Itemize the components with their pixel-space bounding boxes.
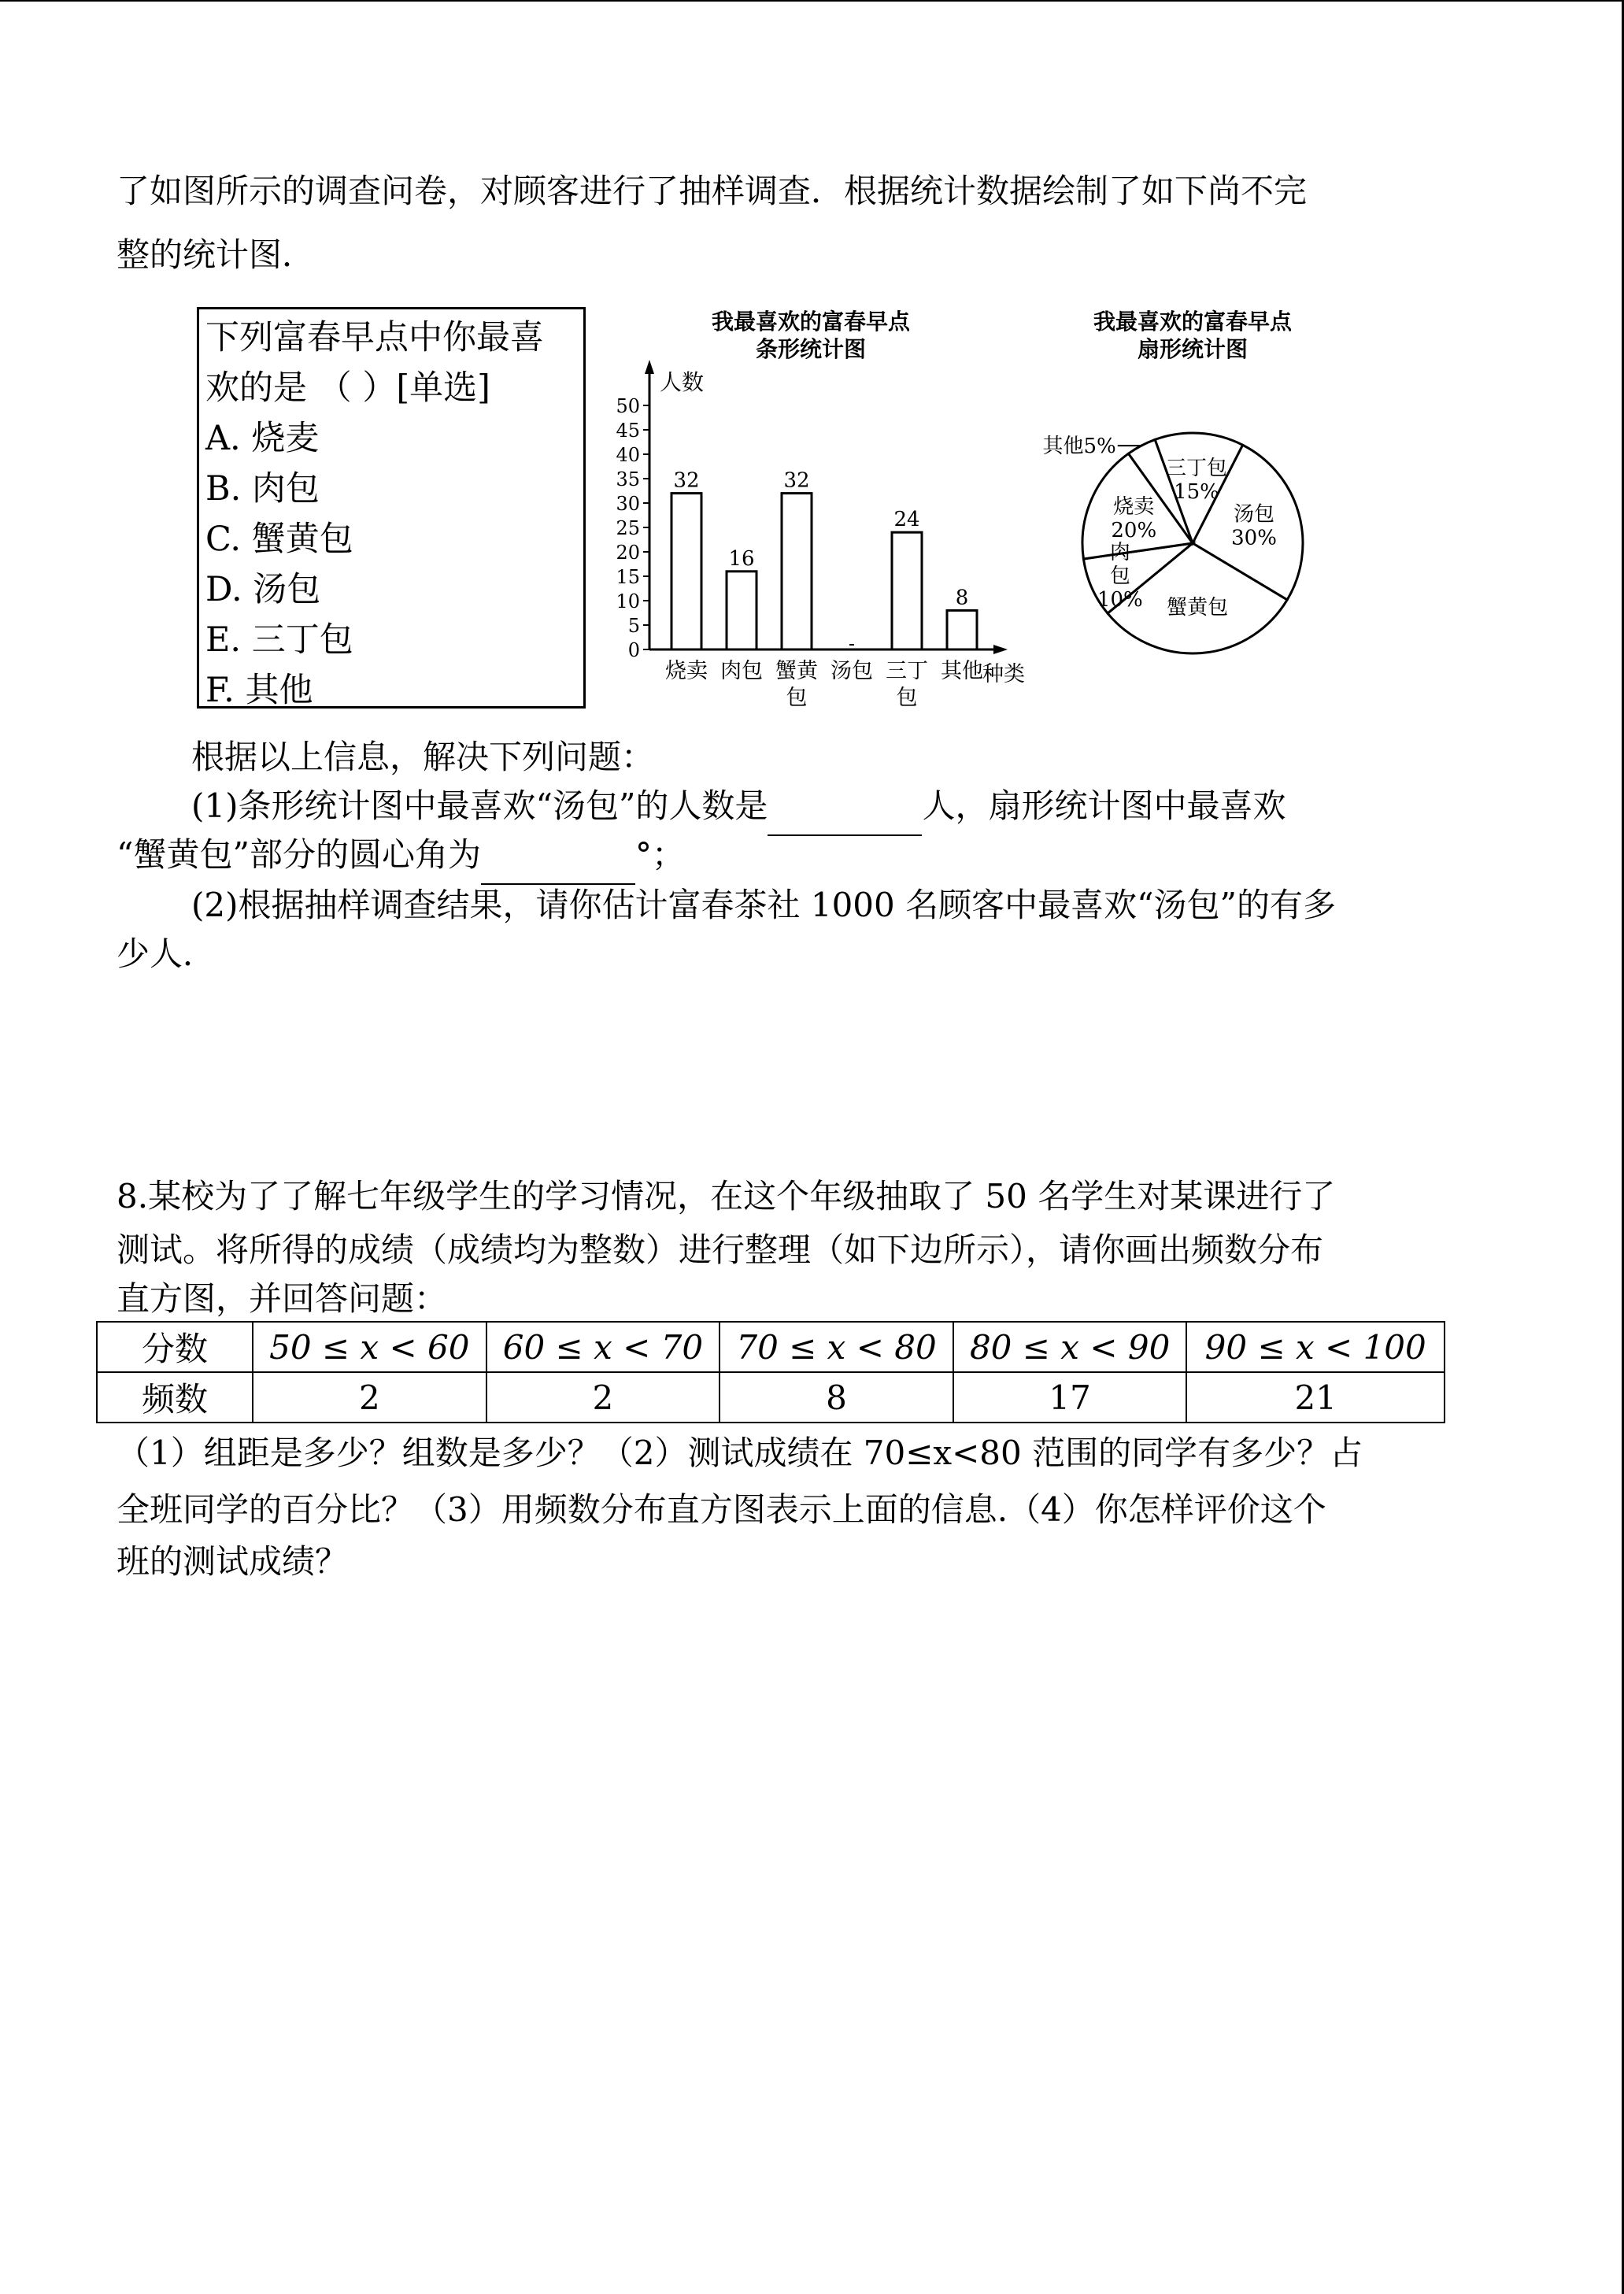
bar	[671, 494, 701, 649]
question-1-part-d: °；	[634, 835, 685, 874]
table-cell-count: 21	[1186, 1372, 1445, 1423]
table-header-score: 分数	[97, 1322, 253, 1372]
bar-value-label: 24	[893, 508, 920, 532]
survey-title-line-1: 下列富春早点中你最喜	[205, 318, 544, 357]
problem-8-subquestions-line-2: 全班同学的百分比？（3）用频数分布直方图表示上面的信息.（4）你怎样评价这个	[117, 1490, 1326, 1529]
questions-lead: 根据以上信息，解决下列问题：	[191, 738, 655, 776]
pie-chart-subtitle: 扇形统计图	[1137, 336, 1249, 362]
pie-slice-label: 15%	[1174, 479, 1219, 504]
survey-option-e: E. 三丁包	[205, 620, 353, 660]
y-tick-label: 45	[616, 420, 640, 442]
frequency-table	[96, 1321, 1445, 1423]
pie-slice-label: 三丁包	[1165, 456, 1227, 480]
table-cell-range: 90 ≤ x < 100	[1186, 1322, 1445, 1372]
y-tick-label: 10	[616, 590, 640, 612]
question-1-part-b: 人，扇形统计图中最喜欢	[922, 786, 1286, 825]
intro-line-1: 了如图所示的调查问卷，对顾客进行了抽样调查．根据统计数据绘制了如下尚不完	[117, 172, 1308, 210]
problem-8-line-1: 8.某校为了了解七年级学生的学习情况，在这个年级抽取了 50 名学生对某课进行了	[117, 1177, 1336, 1215]
bar-value-label: 8	[955, 586, 969, 610]
y-tick-label: 30	[616, 493, 640, 515]
pie-slice-label: 其他5%	[1042, 435, 1116, 459]
survey-option-f: F. 其他	[205, 671, 313, 710]
table-cell-range: 80 ≤ x < 90	[953, 1322, 1187, 1372]
question-2-line-2: 少人．	[117, 934, 216, 973]
table-row	[97, 1322, 1445, 1372]
problem-8-line-2: 测试。将所得的成绩（成绩均为整数）进行整理（如下边所示），请你画出频数分布	[117, 1230, 1324, 1269]
table-header-frequency: 频数	[97, 1372, 253, 1423]
table-cell-range: 70 ≤ x < 80	[720, 1322, 953, 1372]
survey-option-b: B. 肉包	[205, 469, 320, 509]
bar-chart-x-label: 种类	[982, 662, 1025, 686]
intro-line-2: 整的统计图．	[117, 235, 316, 274]
bar-value-label: 32	[783, 468, 810, 493]
pie-slice-label: 汤包	[1234, 502, 1275, 527]
y-tick-label: 0	[627, 639, 640, 661]
y-tick-label: 15	[616, 566, 640, 588]
y-tick-label: 40	[616, 444, 640, 466]
question-1-part-c: “蟹黄包”部分的圆心角为	[117, 835, 481, 874]
x-tick-label: 汤包	[830, 659, 873, 683]
y-tick-label: 5	[627, 615, 640, 637]
problem-8-subquestions-line-3: 班的测试成绩？	[117, 1542, 349, 1581]
problem-8-line-3: 直方图，并回答问题：	[117, 1279, 448, 1318]
answer-blank-1[interactable]	[768, 797, 922, 836]
table-row	[97, 1372, 1445, 1423]
pie-chart-title: 我最喜欢的富春早点	[1093, 309, 1293, 335]
bar-value-label: 16	[728, 546, 755, 571]
bar-chart-title: 我最喜欢的富春早点	[711, 309, 911, 335]
table-cell-range: 60 ≤ x < 70	[486, 1322, 720, 1372]
bar	[782, 494, 812, 649]
survey-option-c: C. 蟹黄包	[205, 520, 353, 559]
table-cell-count: 2	[253, 1372, 486, 1423]
pie-slice-label: 30%	[1231, 526, 1277, 550]
y-axis-arrow-icon	[645, 360, 654, 374]
question-1-part-a: (1)条形统计图中最喜欢“汤包”的人数是	[191, 786, 768, 825]
y-tick-label: 20	[616, 542, 640, 564]
table-cell-count: 17	[953, 1372, 1187, 1423]
survey-questionnaire-box	[197, 307, 586, 709]
bar	[727, 572, 757, 649]
pie-slice-label: 蟹黄包	[1167, 595, 1229, 620]
survey-title-line-2: 欢的是 （ ）[单选]	[205, 368, 490, 408]
pie-slice-label: 烧卖	[1113, 495, 1155, 520]
pie-slice-label: 10%	[1097, 587, 1143, 612]
x-tick-label: 烧卖	[665, 659, 708, 683]
table-cell-count: 8	[720, 1372, 953, 1423]
x-tick-label-line-2: 包	[786, 686, 808, 710]
pie-slice-label: 肉	[1109, 540, 1130, 564]
y-tick-label: 25	[616, 517, 640, 539]
x-tick-label-line-2: 包	[896, 686, 918, 710]
y-tick-label: 35	[616, 468, 640, 490]
question-2-line-1: (2)根据抽样调查结果，请你估计富春茶社 1000 名顾客中最喜欢“汤包”的有多	[191, 886, 1337, 924]
problem-8-subquestions-line-1: （1）组距是多少？组数是多少？（2）测试成绩在 70≤x<80 范围的同学有多少？占	[117, 1434, 1363, 1472]
survey-option-d: D. 汤包	[205, 570, 321, 609]
bar-value-label: 32	[673, 468, 700, 493]
table-cell-range: 50 ≤ x < 60	[253, 1322, 486, 1372]
pie-slice-label: 20%	[1111, 519, 1157, 543]
bar-chart-subtitle: 条形统计图	[755, 336, 867, 362]
page-border-top	[0, 0, 1624, 2]
bar-chart-y-label: 人数	[660, 369, 705, 395]
x-tick-label: 蟹黄	[775, 659, 818, 683]
bar	[892, 532, 922, 649]
x-tick-label: 肉包	[720, 659, 763, 683]
pie-slice-label: 包	[1109, 564, 1130, 588]
y-tick-label: 50	[616, 395, 640, 417]
x-tick-label: 三丁	[886, 659, 928, 683]
pie-chart	[972, 303, 1319, 712]
survey-option-a: A. 烧麦	[205, 419, 320, 458]
table-cell-count: 2	[486, 1372, 720, 1423]
x-tick-label: 其他	[941, 659, 983, 683]
